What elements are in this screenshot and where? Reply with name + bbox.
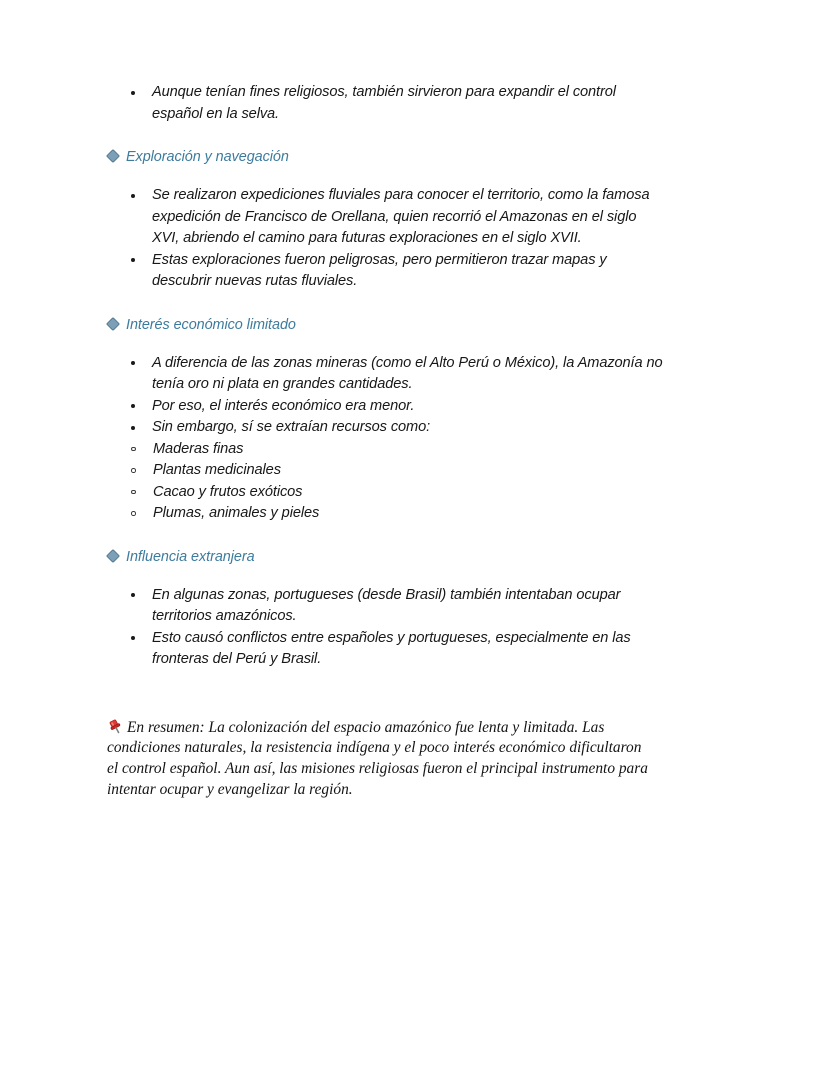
spacer [107,167,667,185]
blue-diamond-icon [107,150,120,163]
summary-paragraph [107,718,655,800]
spacer [107,525,667,547]
document-content [107,82,667,816]
summary-text: La colonización del espacio amazónico fue lenta y limitada. Las condiciones naturales, la resistencia indígena y el poco interés económico dificultaron el control español. Aun así, las misiones religiosas fueron el principal instrumento para intentar ocupar y evangelizar la región. [107,718,648,798]
list-item: Maderas finas [107,439,667,461]
list-item: Aunque tenían fines religiosos, también sirvieron para expandir el control español en la selva. [107,82,667,125]
list-item: Esto causó conflictos entre españoles y portugueses, especialmente en las fronteras del Perú y Brasil. [107,628,667,671]
spacer [107,293,667,315]
spacer [107,335,667,353]
blue-diamond-icon [107,318,120,331]
list-item: Sin embargo, sí se extraían recursos como: [107,417,667,439]
summary-lead: En resumen: [127,718,205,736]
list-item: En algunas zonas, portugueses (desde Brasil) también intentaban ocupar territorios amazónicos. [107,585,667,628]
list-item: Plumas, animales y pieles [107,503,667,525]
section-heading-interes [107,315,667,335]
interes-bullet-list [107,353,667,439]
section-heading-label: Exploración y navegación [126,149,289,165]
list-item: Plantas medicinales [107,460,667,482]
list-item: Cacao y frutos exóticos [107,482,667,504]
list-item: Por eso, el interés económico era menor. [107,396,667,418]
spacer [107,671,667,703]
list-item: Se realizaron expediciones fluviales para conocer el territorio, como la famosa expedición de Francisco de Orellana, quien recorrió el Amazonas en el siglo XVI, abriendo el camino para futuras exploraciones en el siglo XVII. [107,185,667,250]
exploracion-bullet-list [107,185,667,293]
influencia-bullet-list [107,585,667,671]
section-heading-label: Influencia extranjera [126,548,255,565]
list-item: A diferencia de las zonas mineras (como el Alto Perú o México), la Amazonía no tenía oro ni plata en grandes cantidades. [107,353,667,396]
spacer [107,125,667,147]
pushpin-icon [107,719,124,734]
section-heading-influencia [107,547,667,567]
spacer [107,567,667,585]
blue-diamond-icon [107,550,120,563]
list-item: Estas exploraciones fueron peligrosas, pero permitieron trazar mapas y descubrir nuevas rutas fluviales. [107,250,667,293]
section-heading-exploracion [107,147,667,167]
section-heading-label: Interés económico limitado [126,316,296,333]
interes-sub-bullet-list [107,439,667,525]
intro-bullet-list [107,82,667,125]
